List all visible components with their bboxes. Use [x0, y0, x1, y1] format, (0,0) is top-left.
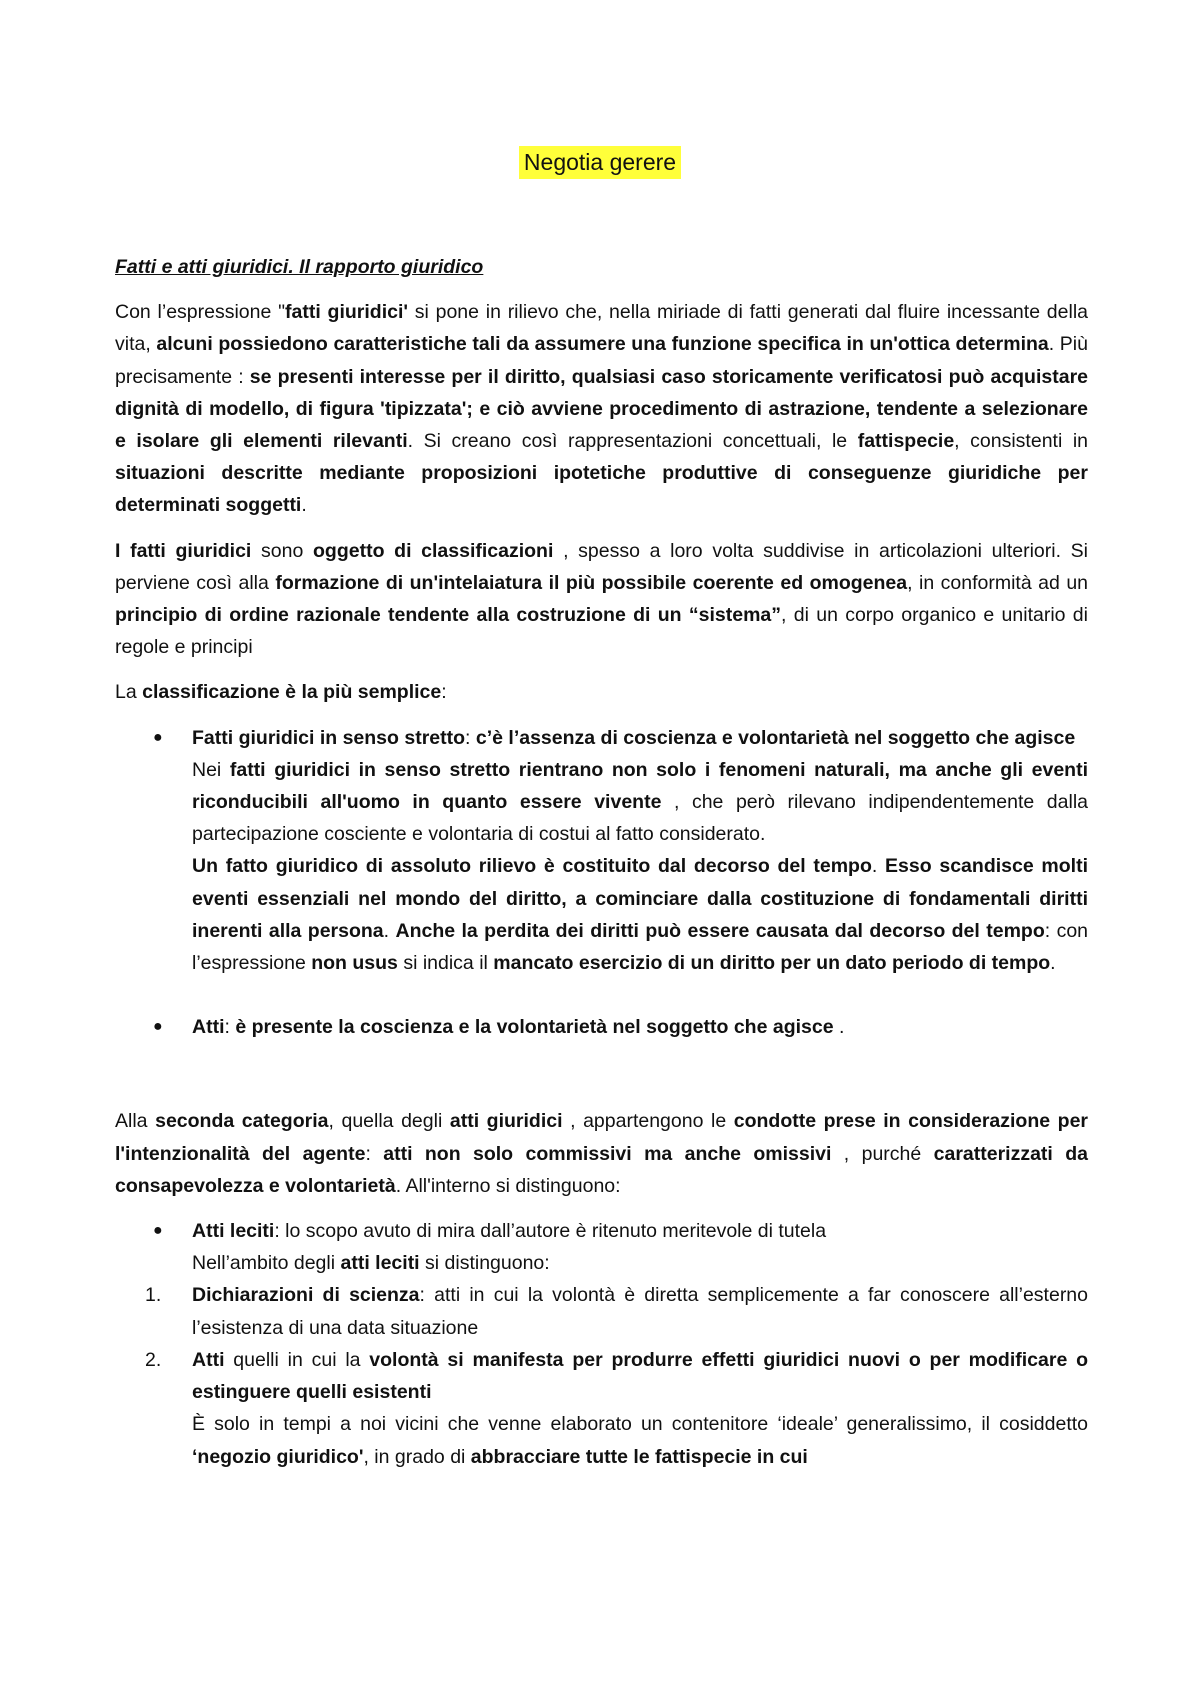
text-run: , consistenti in — [954, 430, 1089, 453]
list-number: 1. — [145, 1284, 162, 1307]
list-item-fatti-senso-stretto — [115, 722, 1088, 980]
text-run: . — [1050, 952, 1056, 975]
bold-run: è presente la coscienza e la volontarietà nel soggetto che agisce — [235, 1016, 834, 1039]
bold-run: Anche la perdita dei diritti può essere causata dal decorso del tempo — [395, 919, 1045, 942]
bold-run: fatti giuridici in senso stretto rientrano non solo i fenomeni naturali, ma anche gli eventi riconducibili all'uomo in quanto essere vivente — [192, 758, 1088, 814]
text-run: È solo in tempi a noi vicini che venne elaborato un contenitore ‘ideale’ generalissimo, il cosiddetto — [192, 1413, 1088, 1436]
bold-run: alcuni possiedono caratteristiche tali da assumere una funzione specifica in un'ottica determina — [156, 333, 1049, 356]
list-item-paragraph — [192, 850, 1088, 979]
text-run: : — [365, 1142, 384, 1165]
section-heading: Fatti e atti giuridici. Il rapporto giuridico — [115, 256, 484, 278]
text-run: quelli in cui la — [224, 1348, 370, 1371]
text-run: sono — [251, 539, 313, 562]
bold-run: se presenti interesse per il diritto, qualsiasi caso storicamente verificatosi può acquistare dignità di modello, di figura 'tipizzata'; e ciò avviene procedimento di astrazione, tendente a selezionare e isolare gli elementi rilevanti — [115, 365, 1088, 453]
bold-run: caratterizzati da consapevolezza e volontarietà — [115, 1142, 1088, 1197]
text-run: : — [224, 1016, 236, 1039]
bold-run: condotte prese in considerazione per l'intenzionalità del agente — [115, 1110, 1089, 1165]
text-run: , appartengono le — [562, 1110, 734, 1133]
text-run: si indica il — [397, 952, 494, 975]
list-atti-leciti — [115, 1215, 1088, 1473]
text-run: : con l’espressione — [192, 919, 1089, 975]
text-run: , che però rilevano indipendentemente dalla partecipazione cosciente e volontaria di costui al fatto considerato. — [192, 791, 1089, 846]
bold-run: Fatti giuridici in senso stretto — [192, 726, 466, 749]
bold-run: atti leciti — [340, 1252, 420, 1275]
list-item-paragraph — [192, 1344, 1088, 1408]
text-run: . — [833, 1016, 845, 1039]
text-run: . — [301, 494, 307, 517]
title-container — [0, 146, 1200, 179]
text-run: : lo scopo avuto di mira dall’autore è ritenuto meritevole di tutela — [274, 1220, 827, 1243]
text-run: La — [115, 681, 143, 704]
text-run: : atti in cui la volontà è diretta semplicemente a far conoscere all’esterno l’esistenza di una data situazione — [192, 1284, 1088, 1339]
list-item-atti — [115, 1011, 1088, 1043]
text-run: . Si creano così rappresentazioni concettuali, le — [407, 430, 858, 453]
text-run: , di un corpo organico e unitario di regole e principi — [115, 604, 1088, 659]
bold-run: atti non solo commissivi ma anche omissivi — [383, 1142, 832, 1165]
bold-run: abbracciare tutte le fattispecie in cui — [470, 1445, 808, 1468]
paragraph-classificazione-semplice — [115, 676, 1088, 708]
bold-run: Atti — [192, 1348, 225, 1371]
list-item-paragraph — [192, 1408, 1088, 1472]
text-run: , in grado di — [363, 1445, 471, 1468]
text-run: : — [465, 726, 476, 749]
bold-run: Atti leciti — [192, 1220, 275, 1243]
list-item-atti-leciti — [115, 1215, 1088, 1279]
list-number: 2. — [145, 1348, 162, 1371]
bold-run: Un fatto giuridico di assoluto rilievo è costituito dal decorso del tempo — [192, 855, 872, 878]
numbered-item-atti — [115, 1344, 1088, 1473]
bold-run: principio di ordine razionale tendente alla costruzione di un “sistema” — [115, 604, 782, 627]
text-run: , purché — [831, 1142, 934, 1165]
text-run: Nei — [192, 758, 230, 781]
text-run: Alla — [115, 1110, 156, 1133]
bold-run: fattispecie — [857, 430, 955, 453]
spacer — [115, 1043, 1088, 1105]
text-run: , quella degli — [328, 1110, 450, 1133]
bold-run: I fatti giuridici — [115, 539, 252, 562]
bold-run: Atti — [192, 1016, 225, 1039]
bullet-icon: ● — [153, 728, 163, 746]
bold-run: formazione di un'intelaiatura il più possibile coerente ed omogenea — [275, 571, 908, 594]
bullet-list-fatti-atti — [115, 722, 1088, 1044]
text-run: . — [383, 919, 396, 942]
text-run: . — [871, 855, 886, 878]
bold-run: oggetto di classificazioni — [313, 539, 554, 562]
bold-run: volontà si manifesta per produrre effetti giuridici nuovi o per modificare o estinguere quelli esistenti — [192, 1348, 1088, 1404]
bold-run: atti giuridici — [449, 1110, 563, 1133]
bullet-icon: ● — [153, 1018, 163, 1036]
bold-run: c’è l’assenza di coscienza e volontarietà nel soggetto che agisce — [475, 726, 1076, 749]
page-title: Negotia gerere — [519, 146, 681, 179]
paragraph-classificazioni — [115, 535, 1088, 664]
list-item-paragraph — [192, 1247, 1088, 1279]
list-item-paragraph — [192, 754, 1088, 851]
text-run: si pone in rilievo che, nella miriade di fatti generati dal fluire incessante della vita, — [115, 301, 1089, 356]
text-run: . All'interno si distinguono: — [395, 1174, 621, 1197]
bold-run: Dichiarazioni di scienza — [192, 1284, 420, 1307]
document-body — [115, 251, 1088, 1473]
paragraph-atti-giuridici — [115, 1105, 1088, 1202]
text-run: si distinguono: — [419, 1252, 550, 1275]
bold-run: seconda categoria — [155, 1110, 329, 1133]
bold-run: mancato esercizio di un diritto per un dato periodo di tempo — [493, 952, 1051, 975]
list-item-paragraph — [192, 1279, 1088, 1343]
text-run: . Più precisamente : — [115, 333, 1088, 388]
bullet-icon: ● — [153, 1222, 163, 1240]
text-run: : — [441, 681, 447, 704]
text-run: Nell’ambito degli — [192, 1252, 341, 1275]
bold-run: ‘negozio giuridico' — [192, 1445, 364, 1468]
bold-run: classificazione è la più semplice — [142, 681, 442, 704]
bold-run: fatti giuridici' — [285, 301, 409, 324]
bold-run: Esso scandisce molti eventi essenziali nel mondo del diritto, a cominciare dalla costituzione di fondamentali diritti inerenti alla persona — [192, 855, 1088, 942]
bold-run: non usus — [311, 952, 398, 975]
list-item-paragraph — [192, 1011, 1088, 1043]
list-item-paragraph — [192, 722, 1088, 754]
numbered-item-dichiarazioni — [115, 1279, 1088, 1343]
text-run: , spesso a loro volta suddivise in articolazioni ulteriori. Si perviene così alla — [115, 539, 1089, 594]
spacer — [115, 979, 1088, 1011]
text-run: Con l’espressione " — [115, 301, 286, 324]
text-run: , in conformità ad un — [907, 571, 1089, 594]
list-item-paragraph — [192, 1215, 1088, 1247]
bold-run: situazioni descritte mediante proposizioni ipotetiche produttive di conseguenze giuridiche per determinati soggetti — [115, 462, 1088, 517]
paragraph-fatti-giuridici — [115, 296, 1088, 521]
